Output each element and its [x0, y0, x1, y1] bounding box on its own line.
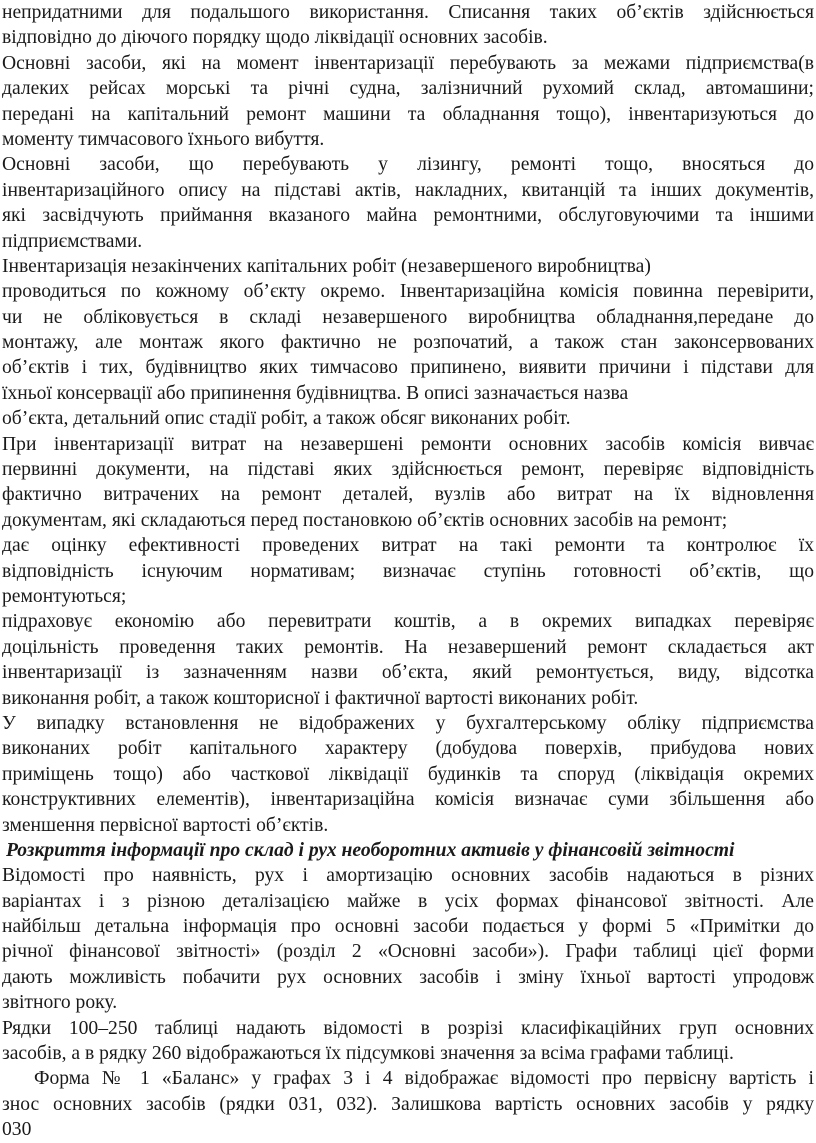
- text-line: Інвентаризація незакінчених капітальних робіт (незавершеного виробництва): [2, 255, 651, 277]
- text-line: Основні засоби, які на момент інвентаризації перебувають за межами підприємства(в: [2, 52, 814, 74]
- text-line: документам, які складаються перед постановкою об’єктів основних засобів на ремонт;: [2, 509, 728, 531]
- text-line: доцільність проведення таких ремонтів. На незавершений ремонт складається акт: [2, 636, 814, 658]
- text-line: первинні документи, на підставі яких здійснюється ремонт, перевіряє відповідність: [2, 459, 814, 481]
- text-line: далеких рейсах морські та річні судна, залізничний рухомий склад, автомашини;: [2, 78, 814, 100]
- text-line: При інвентаризації витрат на незавершені ремонти основних засобів комісія вивчає: [2, 433, 814, 455]
- text-line: У випадку встановлення не відображених у бухгалтерському обліку підприємства: [2, 712, 814, 734]
- text-line: Форма № 1 «Баланс» у графах 3 і 4 відображає відомості про первісну вартість і: [34, 1068, 814, 1090]
- paragraph: [0, 533, 816, 609]
- text-line: чи не обліковується в складі незавершеного виробництва обладнання,передане до: [2, 306, 814, 328]
- text-line: приміщень тощо) або часткової ліквідації будинків та споруд (ліквідація окремих: [2, 763, 814, 785]
- text-line: проводиться по кожному об’єкту окремо. Інвентаризаційна комісія повинна перевірити,: [2, 281, 814, 303]
- text-line: їхньої консервації або припинення будівництва. В описі зазначається назва: [2, 382, 629, 404]
- paragraph: [0, 0, 816, 51]
- paragraph: [0, 152, 816, 254]
- text-line: фактично витрачених на ремонт деталей, вузлів або витрат на їх відновлення: [2, 484, 814, 506]
- text-line: непридатними для подальшого використання. Списання таких об’єктів здійснюється: [2, 2, 814, 23]
- text-line: варіантах і з різною деталізацією майже в усіх формах фінансової звітності. Але: [2, 890, 814, 912]
- text-line: річної фінансової звітності» (розділ 2 «Основні засоби»). Графи таблиці цієї форми: [2, 941, 814, 963]
- paragraph: [0, 1016, 816, 1067]
- text-line: об’єктів і тих, будівництво яких тимчасово припинено, виявити причини і підстави для: [2, 357, 814, 379]
- text-line: які засвідчують приймання вказаного майна ремонтними, обслуговуючими та іншими: [2, 205, 814, 227]
- text-line: передані на капітальний ремонт машини та обладнання тощо), інвентаризуються до: [2, 103, 814, 125]
- text-line: інвентаризації із зазначенням назви об’єкта, який ремонтується, виду, відсотка: [2, 662, 814, 684]
- paragraph: [0, 254, 816, 279]
- text-line: виконаних робіт капітального характеру (добудова поверхів, прибудова нових: [2, 738, 814, 760]
- text-line: 030: [2, 1119, 32, 1141]
- paragraph: [0, 279, 816, 406]
- section-heading: [0, 838, 816, 863]
- text-line: звітного року.: [2, 992, 118, 1014]
- text-line: інвентаризаційного опису на підставі актів, накладних, квитанцій та інших документів,: [2, 179, 814, 201]
- text-line: знос основних засобів (рядки 031, 032). Залишкова вартість основних засобів у рядку: [2, 1093, 814, 1115]
- text-line: Відомості про наявність, рух і амортизацію основних засобів надаються в різних: [2, 865, 814, 887]
- text-line: моменту тимчасового їхнього вибуття.: [2, 128, 325, 150]
- text-line: найбільш детальна інформація про основні засоби подається у формі 5 «Примітки до: [2, 916, 814, 938]
- text-line: дає оцінку ефективності проведених витрат на такі ремонти та контролює їх: [2, 535, 814, 557]
- heading-text: Розкриття інформації про склад і рух необоротних активів у фінансовій звітності: [6, 839, 735, 861]
- paragraph: [0, 863, 816, 1015]
- text-line: ремонтуються;: [2, 585, 127, 607]
- text-line: Основні засоби, що перебувають у лізингу, ремонті тощо, вносяться до: [2, 154, 814, 176]
- text-line: Рядки 100–250 таблиці надають відомості в розрізі класифікаційних груп основних: [2, 1017, 814, 1039]
- text-line: виконання робіт, а також кошторисної і фактичної вартості виконаних робіт.: [2, 687, 639, 709]
- paragraph: [0, 711, 816, 838]
- text-line: відповідність існуючим нормативам; визначає ступінь готовності об’єктів, що: [2, 560, 814, 582]
- paragraph: [0, 406, 816, 431]
- text-line: об’єкта, детальний опис стадії робіт, а також обсяг виконаних робіт.: [2, 408, 571, 430]
- text-line: монтажу, але монтаж якого фактично не розпочатий, а також стан законсервованих: [2, 332, 814, 354]
- text-line: відповідно до діючого порядку щодо ліквідації основних засобів.: [2, 27, 548, 49]
- paragraph: [0, 51, 816, 153]
- text-line: конструктивних елементів), інвентаризаційна комісія визначає суми збільшення або: [2, 789, 814, 811]
- text-line: підприємствами.: [2, 230, 143, 252]
- paragraph: [0, 1066, 816, 1142]
- text-line: зменшення первісної вартості об’єктів.: [2, 814, 329, 836]
- text-line: підраховує економію або перевитрати коштів, а в окремих випадках перевіряє: [2, 611, 814, 633]
- paragraph: [0, 609, 816, 711]
- paragraph: [0, 432, 816, 534]
- text-line: дають можливість побачити рух основних засобів і зміну їхньої вартості упродовж: [2, 966, 814, 988]
- text-line: засобів, а в рядку 260 відображаються їх підсумкові значення за всіма графами таблиці.: [2, 1043, 734, 1065]
